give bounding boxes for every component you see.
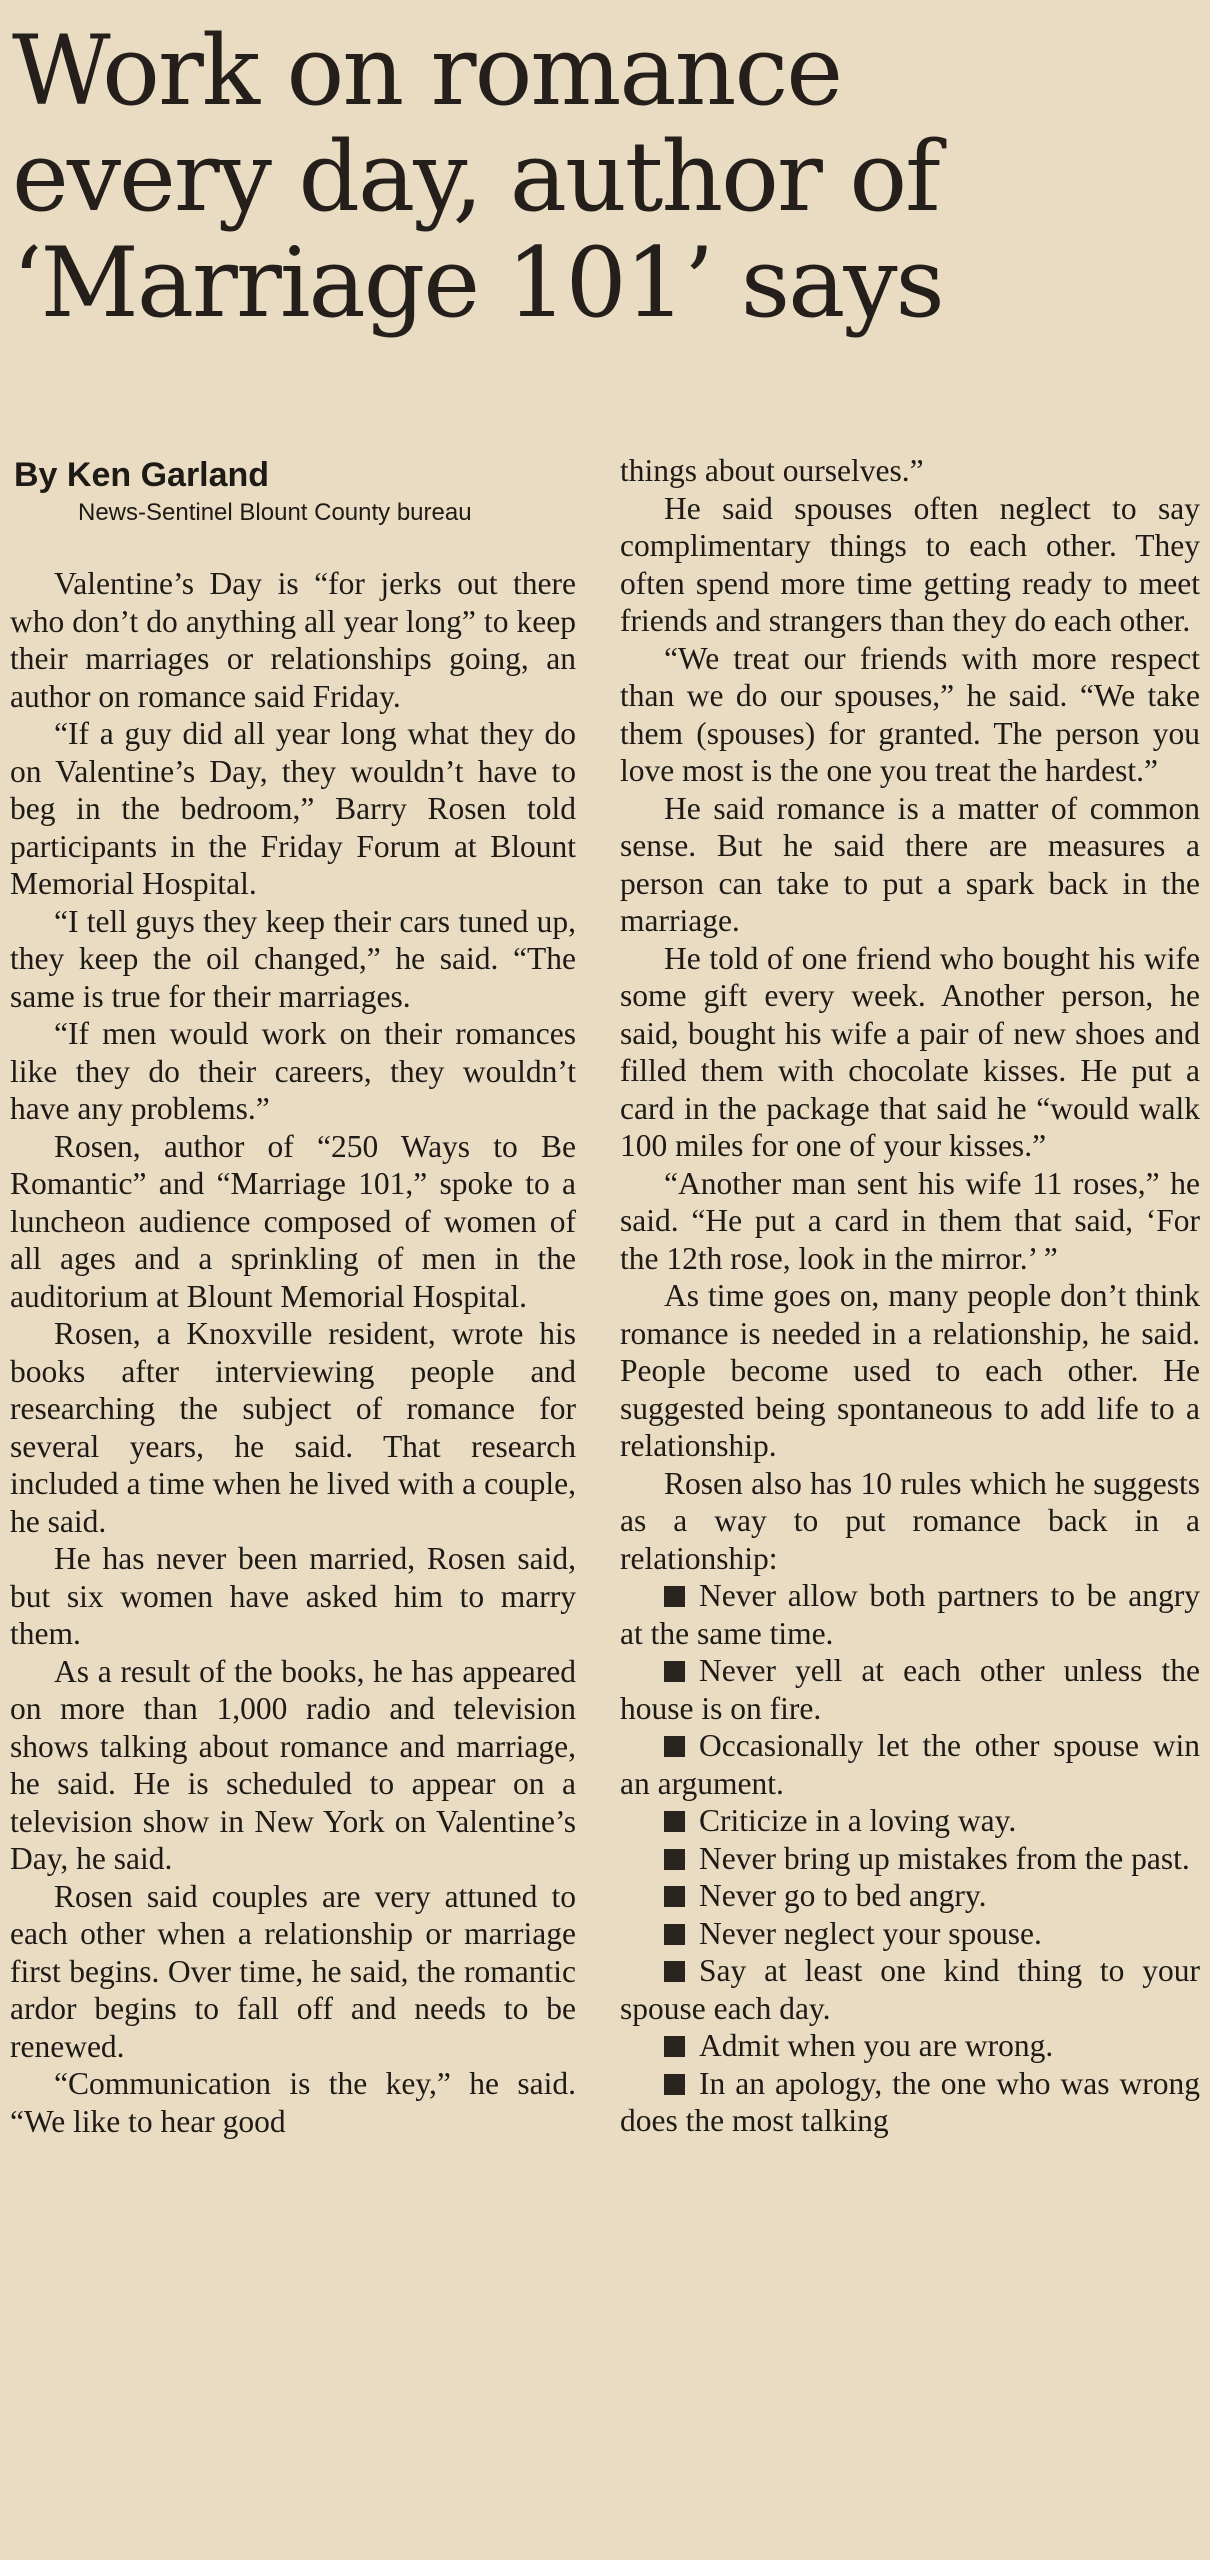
headline-line-3: ‘Marriage 101’ says: [12, 227, 943, 339]
article-column-right: [620, 452, 1200, 2140]
headline-line-2: every day, author of: [12, 121, 939, 233]
paragraph: He said spouses often neglect to say complimentary things to each other. They often spend more time getting ready to meet friends and strangers than they do each other.: [620, 490, 1200, 638]
paragraph: He has never been married, Rosen said, but six women have asked him to marry them.: [10, 1541, 576, 1651]
continued-line: things about ourselves.”: [620, 453, 924, 488]
rule-item: Never yell at each other unless the house is on fire.: [620, 1653, 1200, 1726]
paragraph: “If men would work on their romances like they do their careers, they wouldn’t have any problems.”: [10, 1016, 576, 1126]
rule-item: Never bring up mistakes from the past.: [620, 1840, 1200, 1878]
rule-item: Say at least one kind thing to your spouse each day.: [620, 1953, 1200, 2026]
paragraph: “We treat our friends with more respect than we do our spouses,” he said. “We take them (spouses) for granted. The person you love most is the one you treat the hardest.”: [620, 640, 1200, 788]
headline-line-1: Work on romance: [12, 15, 842, 127]
paragraph: “I tell guys they keep their cars tuned up, they keep the oil changed,” he said. “The same is true for their marriages.: [10, 903, 576, 1014]
rule-item: Never go to bed angry.: [620, 1877, 1200, 1915]
paragraph: Rosen said couples are very attuned to each other when a relationship or marriage first begins. Over time, he said, the romantic ardor begins to fall off and needs to be renewed.: [10, 1878, 576, 2064]
paragraph: He said romance is a matter of common sense. But he said there are measures a person can take to put a spark back in the marriage.: [620, 790, 1200, 938]
paragraph: Rosen, a Knoxville resident, wrote his books after interviewing people and researching the subject of romance for several years, he said. That research included a time when he lived with a couple, he said.: [10, 1316, 576, 1539]
paragraph: Valentine’s Day is “for jerks out there who don’t do anything all year long” to keep their marriages or relationships going, an author on romance said Friday.: [10, 566, 576, 714]
rule-item: Criticize in a loving way.: [620, 1802, 1200, 1840]
byline-author: By Ken Garland: [14, 456, 270, 494]
paragraph: As a result of the books, he has appeared on more than 1,000 radio and television shows talking about romance and marriage, he said. He is scheduled to appear on a television show in New York on Valentine’s Day, he said.: [10, 1653, 576, 1876]
paragraph: “Another man sent his wife 11 roses,” he said. “He put a card in them that said, ‘For the 12th rose, look in the mirror.’ ”: [620, 1165, 1200, 1276]
rule-item: Admit when you are wrong.: [620, 2027, 1200, 2065]
paragraph: Rosen also has 10 rules which he suggests as a way to put romance back in a relationship:: [620, 1465, 1200, 1576]
paragraph: As time goes on, many people don’t think romance is needed in a relationship, he said. People become used to each other. He suggested being spontaneous to add life to a relationship.: [620, 1278, 1200, 1463]
paragraph: “If a guy did all year long what they do on Valentine’s Day, they wouldn’t have to beg in the bedroom,” Barry Rosen told participants in the Friday Forum at Blount Memorial Hospital.: [10, 716, 576, 901]
rule-item: In an apology, the one who was wrong does the most talking: [620, 2065, 1200, 2138]
headline: [12, 15, 1202, 339]
paragraph: Rosen, author of “250 Ways to Be Romantic” and “Marriage 101,” spoke to a luncheon audience composed of women of all ages and a sprinkling of men in the auditorium at Blount Memorial Hospital.: [10, 1128, 576, 1314]
rule-item: Never neglect your spouse.: [620, 1915, 1200, 1953]
article-column-left: [10, 565, 576, 2140]
byline-bureau: News-Sentinel Blount County bureau: [78, 499, 472, 526]
paragraph: “Communication is the key,” he said. “We like to hear good: [10, 2066, 576, 2139]
rule-item: Occasionally let the other spouse win an argument.: [620, 1728, 1200, 1801]
rule-item: Never allow both partners to be angry at the same time.: [620, 1578, 1200, 1651]
paragraph: He told of one friend who bought his wife some gift every week. Another person, he said, bought his wife a pair of new shoes and filled them with chocolate kisses. He put a card in the package that said he “would walk 100 miles for one of your kisses.”: [620, 940, 1200, 1163]
